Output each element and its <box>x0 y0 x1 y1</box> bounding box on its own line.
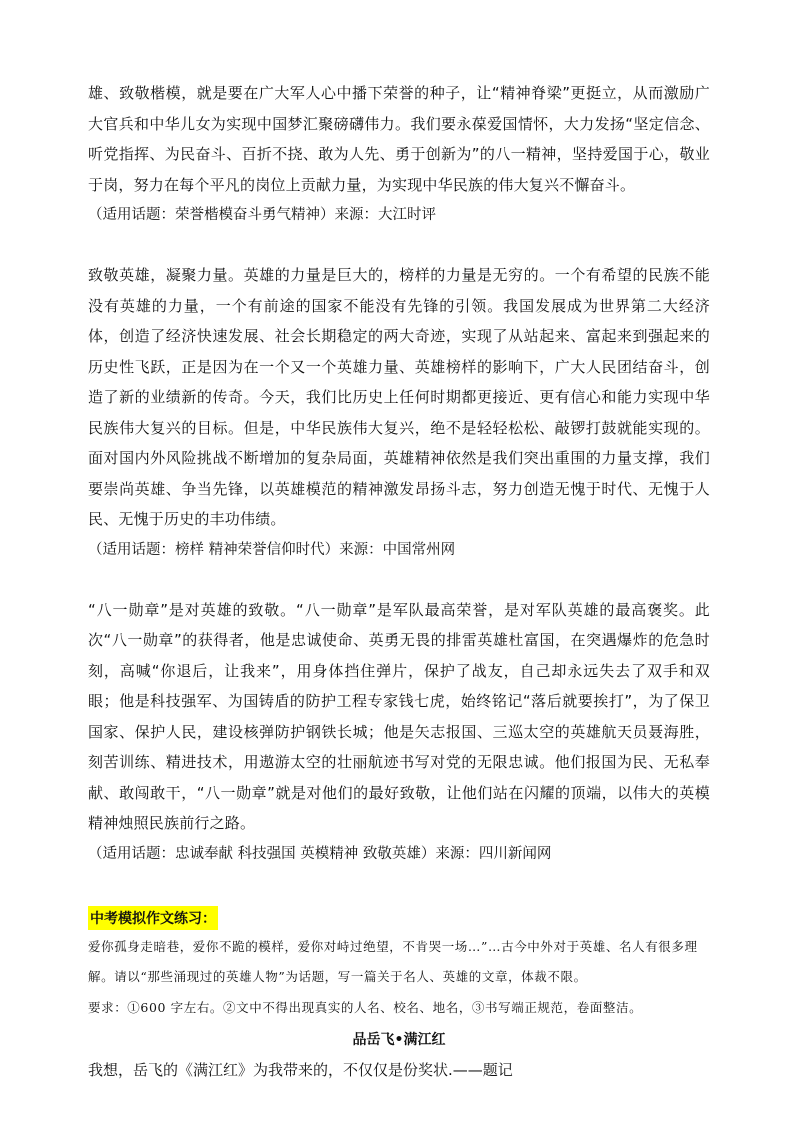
paragraph-2-source: （适用话题：榜样 精神荣誉信仰时代）来源：中国常州网 <box>88 541 456 558</box>
spacer <box>88 230 710 260</box>
practice-heading-row <box>88 904 710 932</box>
paragraph-3: “八一勋章”是对英雄的致敬。“八一勋章”是军队最高荣誉，是对军队英雄的最高褒奖。此次“八一勋章”的获得者，他是忠诚使命、英勇无畏的排雷英雄杜富国，在突遇爆炸的危急时刻，高喊“你退后，让我来”，用身体挡住弹片，保护了战友，自己却永远失去了双手和双眼；他是科技强军、为国铸盾的防护工程专家钱七虎，始终铭记“落后就要挨打”，为了保卫国家、保护人民，建设核弹防护钢铁长城；他是矢志报国、三巡太空的英雄航天员聂海胜，刻苦训练、精进技术，用遨游太空的壮丽航迹书写对党的无限忠诚。他们报国为民、无私奉献、敢闯敢干，“八一勋章”就是对他们的最好致敬，让他们站在闪耀的顶端，以伟大的英模精神烛照民族前行之路。 <box>88 600 710 832</box>
essay-title: 品岳飞•满江红 <box>352 1032 446 1048</box>
practice-heading: 中考模拟作文练习： <box>88 906 218 930</box>
document-page <box>88 78 710 1085</box>
paragraph-3-source: （适用话题：忠诚奉献 科技强国 英模精神 致敬英雄）来源：四川新闻网 <box>88 845 552 862</box>
paragraph-1: 雄、致敬楷模，就是要在广大军人心中播下荣誉的种子，让“精神脊梁”更挺立，从而激励广大官兵和中华儿女为实现中国梦汇聚磅礴伟力。我们要永葆爱国情怀，大力发扬“坚定信念、听党指挥、为民奋斗、百折不挠、敢为人先、勇于创新为”的八一精神，坚持爱国于心，敬业于岗，努力在每个平凡的岗位上贡献力量，为实现中华民族的伟大复兴不懈奋斗。 <box>88 84 710 194</box>
practice-prompt: 爱你孤身走暗巷，爱你不跪的模样，爱你对峙过绝望，不肯哭一场…”…古今中外对于英雄、名人有很多理解。请以“那些涌现过的英雄人物”为话题，写一篇关于名人、英雄的文章，体裁不限。 <box>88 938 698 984</box>
essay-epigraph: 我想，岳飞的《满江红》为我带来的，不仅仅是份奖状.——题记 <box>88 1061 513 1079</box>
paragraph-2: 致敬英雄，凝聚力量。英雄的力量是巨大的，榜样的力量是无穷的。一个有希望的民族不能没有英雄的力量，一个有前途的国家不能没有先锋的引领。我国发展成为世界第二大经济体，创造了经济快速发展、社会长期稳定的两大奇迹，实现了从站起来、富起来到强起来的历史性飞跃，正是因为在一个又一个英雄力量、英雄榜样的影响下，广大人民团结奋斗，创造了新的业绩新的传奇。今天，我们比历史上任何时期都更接近、更有信心和能力实现中华民族伟大复兴的目标。但是，中华民族伟大复兴，绝不是轻轻松松、敲锣打鼓就能实现的。面对国内外风险挑战不断增加的复杂局面，英雄精神依然是我们突出重围的力量支撑，我们要崇尚英雄、争当先锋，以英雄模范的精神激发昂扬斗志，努力创造无愧于时代、无愧于人民、无愧于历史的丰功伟绩。 <box>88 266 710 528</box>
spacer <box>88 565 710 595</box>
practice-requirements: 要求：①600 字左右。②文中不得出现真实的人名、校名、地名，③书写端正规范，卷面整洁。 <box>88 999 643 1015</box>
paragraph-1-source: （适用话题：荣誉楷模奋斗勇气精神）来源：大江时评 <box>88 207 436 223</box>
